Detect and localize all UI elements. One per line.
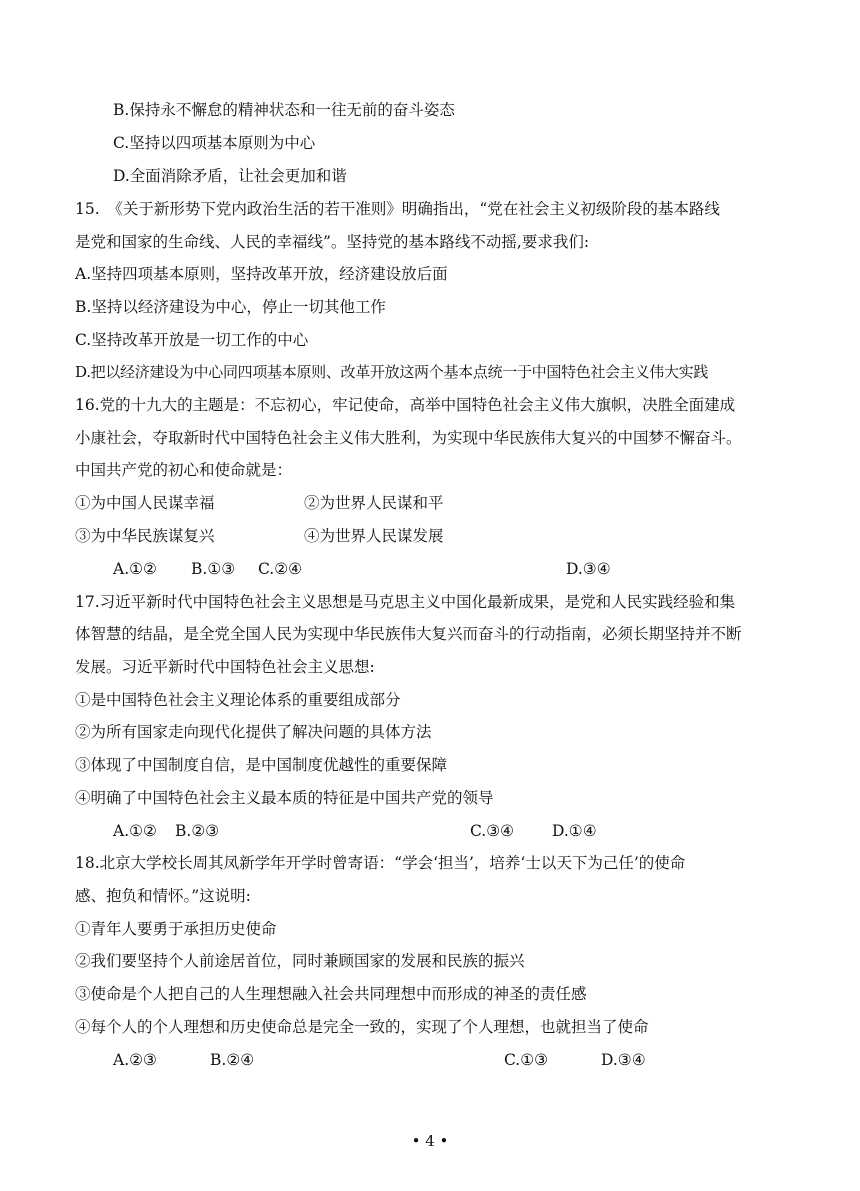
q18-choice-d: D.③④ <box>601 1051 646 1069</box>
q14-option-b: B.保持永不懈怠的精神状态和一往无前的奋斗姿态 <box>113 101 455 119</box>
q15-stem-line1: 15. 《关于新形势下党内政治生活的若干准则》明确指出，“党在社会主义初级阶段的基本路线 <box>75 200 720 218</box>
q18-choice-c: C.①③ <box>504 1051 549 1069</box>
q17-stem-line2: 体智慧的结晶，是全党全国人民为实现中华民族伟大复兴而奋斗的行动指南，必须长期坚持并不断 <box>75 625 742 643</box>
q16-choice-b: B.①③ <box>191 560 236 578</box>
q17-stem-line3: 发展。习近平新时代中国特色社会主义思想: <box>75 658 375 676</box>
q18-choice-a: A.②③ <box>113 1051 157 1069</box>
q17-choice-c: C.③④ <box>470 822 515 840</box>
q16-statement-4: ④为世界人民谋发展 <box>304 527 444 545</box>
q16-stem-line1: 16.党的十九大的主题是：不忘初心，牢记使命，高举中国特色社会主义伟大旗帜，决胜全面建成 <box>75 396 736 414</box>
q15-option-d: D.把以经济建设为中心同四项基本原则、改革开放这两个基本点统一于中国特色社会主义伟大实践 <box>75 363 709 381</box>
q16-statement-1: ①为中国人民谋幸福 <box>75 494 215 512</box>
q16-choice-a: A.①② <box>113 560 157 578</box>
q16-stem-line2: 小康社会，夺取新时代中国特色社会主义伟大胜利，为实现中华民族伟大复兴的中国梦不懈奋斗。 <box>75 429 742 447</box>
q18-statement-1: ①青年人要勇于承担历史使命 <box>75 920 277 938</box>
q15-option-a: A.坚持四项基本原则，坚持改革开放，经济建设放后面 <box>75 265 448 283</box>
q16-statement-2: ②为世界人民谋和平 <box>304 494 444 512</box>
q16-stem-line3: 中国共产党的初心和使命就是： <box>75 461 293 479</box>
q18-statement-2: ②我们要坚持个人前途居首位，同时兼顾国家的发展和民族的振兴 <box>75 952 525 970</box>
q18-stem-line2: 感、抱负和情怀。”这说明: <box>75 887 251 905</box>
q15-option-c: C.坚持改革开放是一切工作的中心 <box>75 331 309 349</box>
q17-statement-4: ④明确了中国特色社会主义最本质的特征是中国共产党的领导 <box>75 789 494 807</box>
q14-option-d: D.全面消除矛盾，让社会更加和谐 <box>113 167 347 185</box>
q17-statement-1: ①是中国特色社会主义理论体系的重要组成部分 <box>75 691 401 709</box>
q16-statement-3: ③为中华民族谋复兴 <box>75 527 215 545</box>
q18-statement-4: ④每个人的个人理想和历史使命总是完全一致的，实现了个人理想，也就担当了使命 <box>75 1018 649 1036</box>
q14-option-c: C.坚持以四项基本原则为中心 <box>113 134 316 152</box>
q18-choice-b: B.②④ <box>210 1051 255 1069</box>
q17-choice-b: B.②③ <box>175 822 220 840</box>
page-number: • 4 • <box>411 1132 449 1150</box>
q15-option-b: B.坚持以经济建设为中心，停止一切其他工作 <box>75 298 386 316</box>
q16-choice-d: D.③④ <box>566 560 611 578</box>
q17-statement-3: ③体现了中国制度自信，是中国制度优越性的重要保障 <box>75 756 448 774</box>
q17-statement-2: ②为所有国家走向现代化提供了解决问题的具体方法 <box>75 723 432 741</box>
q15-stem-line2: 是党和国家的生命线、人民的幸福线”。坚持党的基本路线不动摇,要求我们: <box>75 233 590 251</box>
q17-stem-line1: 17.习近平新时代中国特色社会主义思想是马克思主义中国化最新成果，是党和人民实践经验和集 <box>75 593 736 611</box>
q18-stem-line1: 18.北京大学校长周其凤新学年开学时曾寄语：“学会‘担当’，培养‘士以天下为己任’的使命 <box>75 854 686 872</box>
q17-choice-a: A.①② <box>113 822 157 840</box>
q16-choice-c: C.②④ <box>258 560 303 578</box>
q18-statement-3: ③使命是个人把自己的人生理想融入社会共同理想中而形成的神圣的责任感 <box>75 985 587 1003</box>
q17-choice-d: D.①④ <box>552 822 597 840</box>
